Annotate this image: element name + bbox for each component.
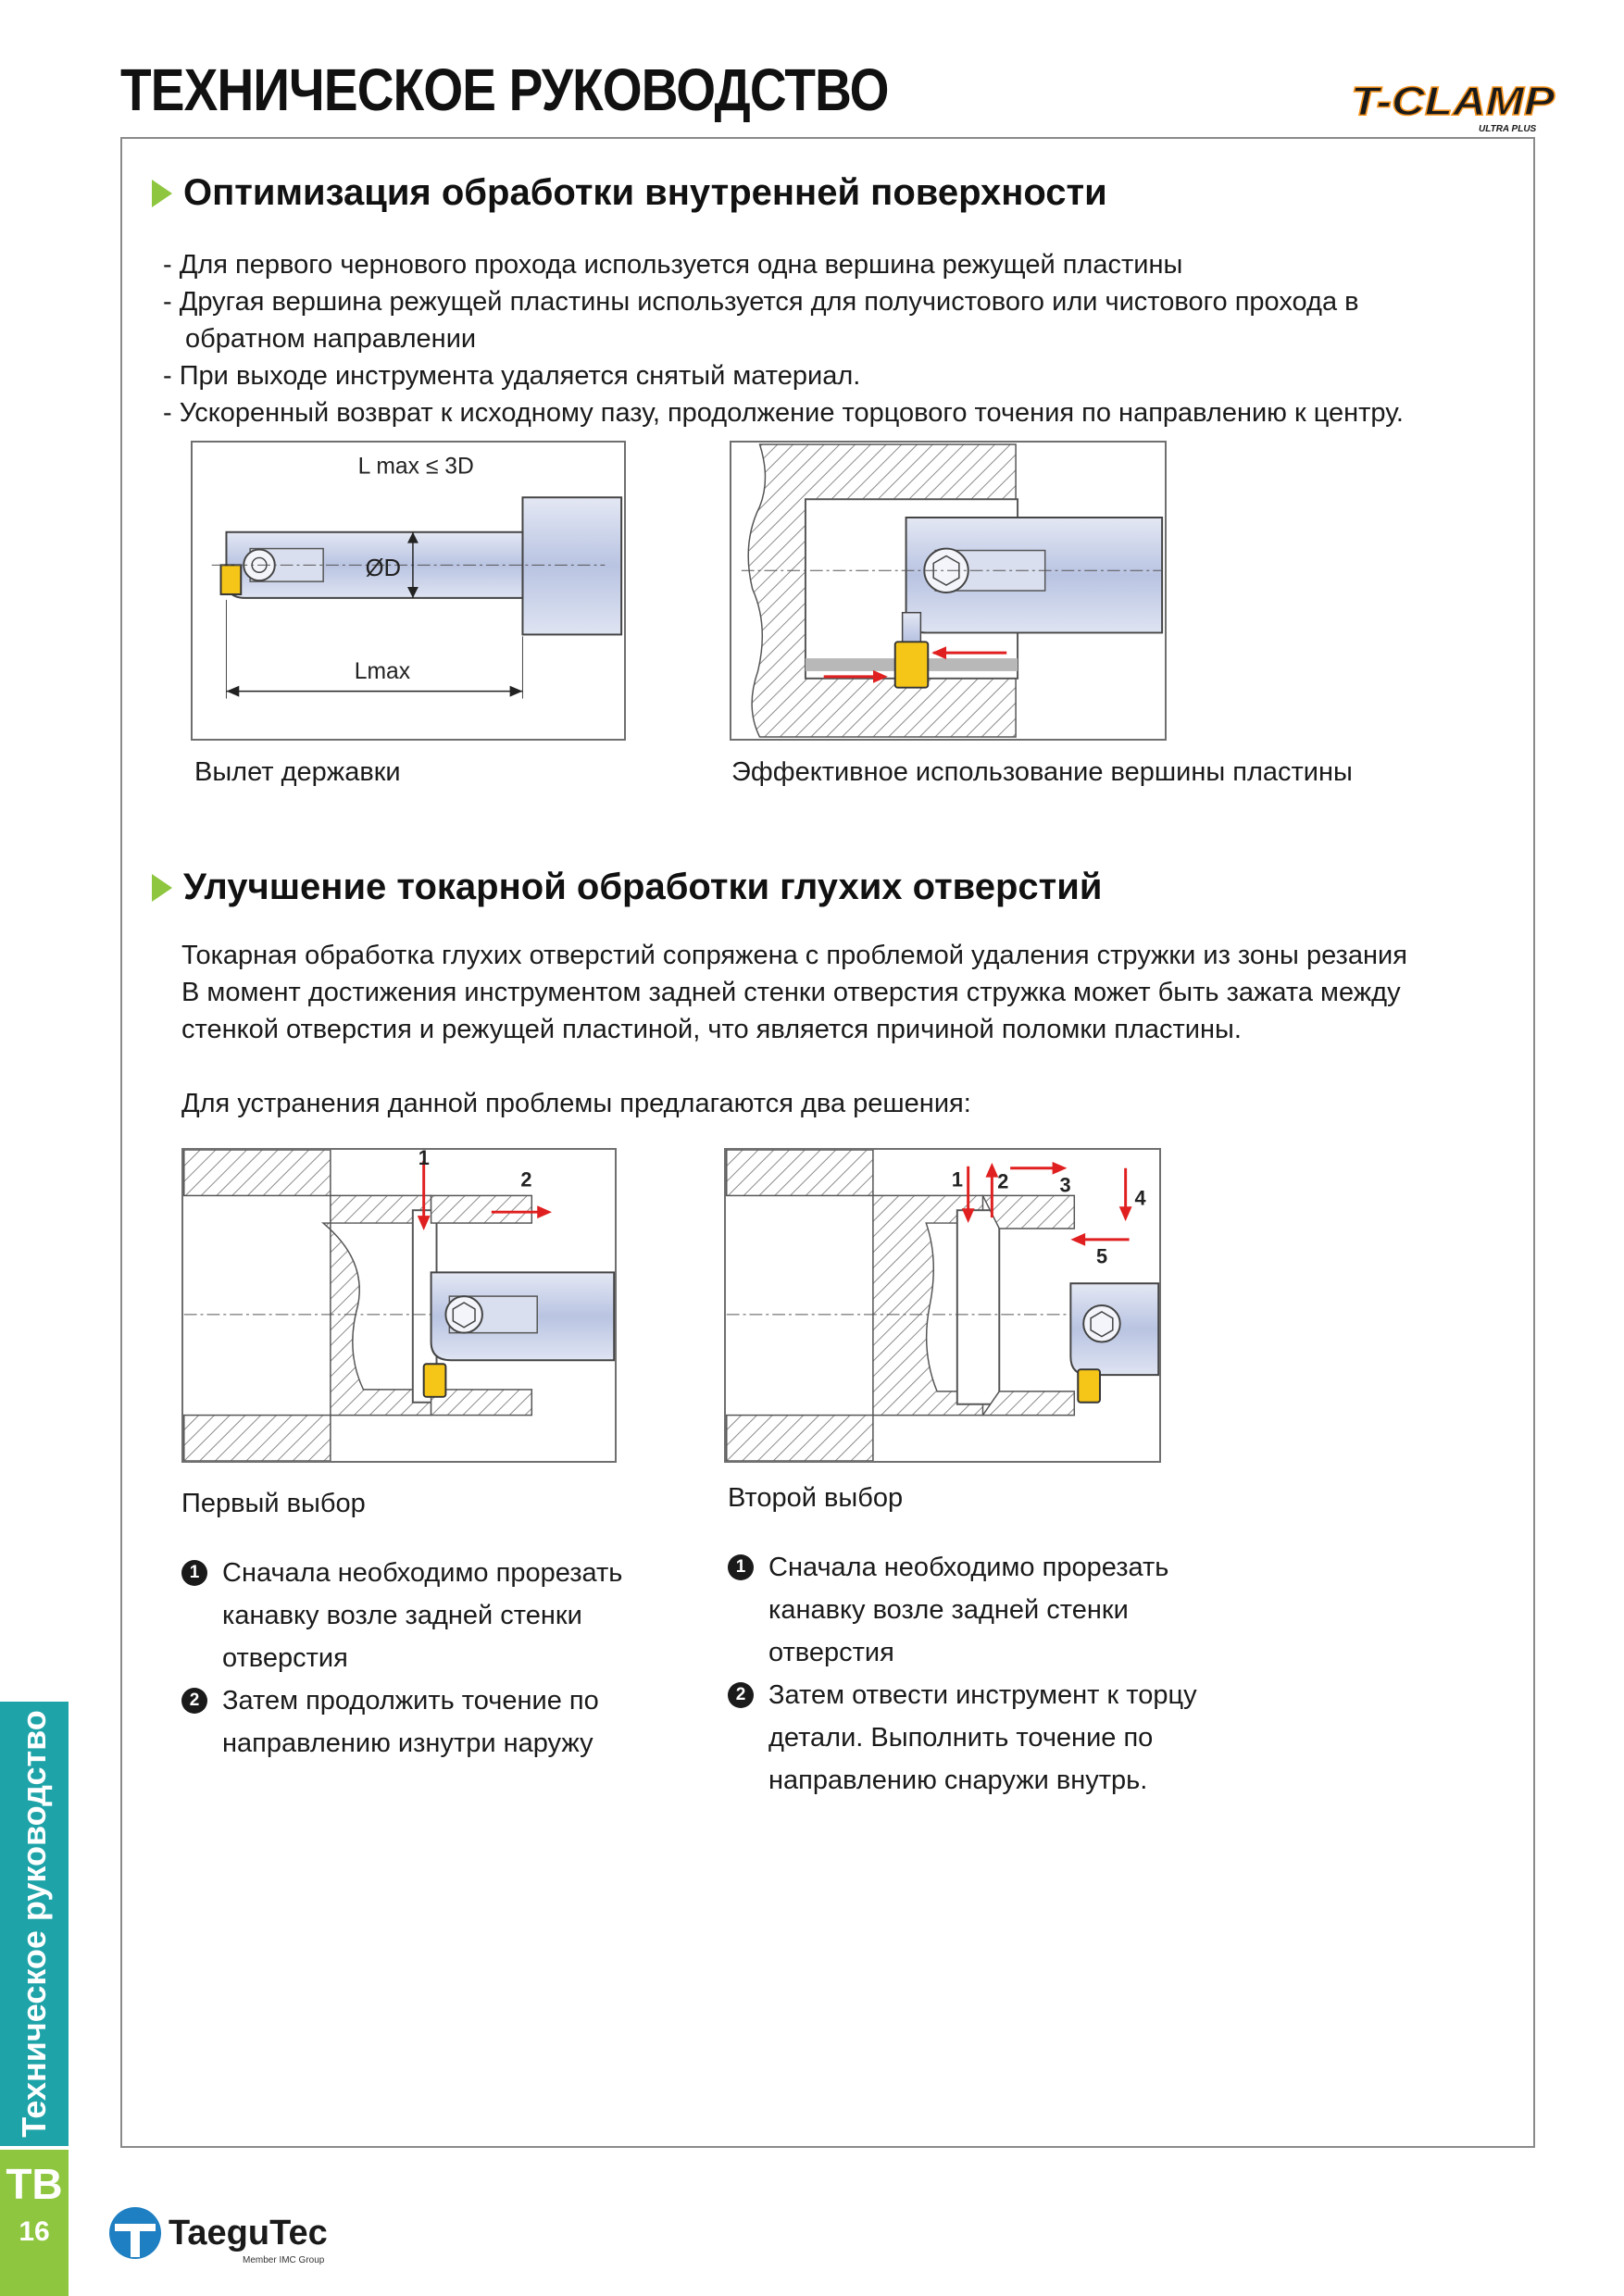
step-line: Сначала необходимо прорезать (768, 1553, 1169, 1582)
solutions-intro: Для устранения данной проблемы предлагаются два решения: (181, 1089, 971, 1118)
t-clamp-logo (1347, 76, 1560, 141)
step-line: канавку возле задней стенки (768, 1595, 1129, 1625)
first-choice-figure (181, 1148, 617, 1463)
second-choice-figure (724, 1148, 1161, 1463)
step-line: отверстия (768, 1638, 894, 1667)
step-number-badge: 1 (181, 1560, 207, 1586)
step-label-1: 1 (418, 1150, 430, 1169)
step-label-4: 4 (1134, 1186, 1146, 1210)
sidebar-tab-label: Техническое руководство (15, 1710, 53, 2138)
paragraph-line: В момент достижения инструментом задней стенки отверстия стружка может быть зажата между (181, 978, 1401, 1007)
bullet-item: - Для первого чернового прохода используется одна вершина режущей пластины (163, 250, 1183, 280)
step-number-badge: 2 (728, 1682, 754, 1708)
fig1-caption: Вылет державки (194, 757, 401, 787)
step-line: Затем отвести инструмент к торцу (768, 1680, 1197, 1710)
step-number-badge: 2 (181, 1688, 207, 1714)
step-item (181, 1679, 700, 1765)
bore-wall-right (431, 1195, 532, 1223)
step-line: детали. Выполнить точение по (768, 1723, 1154, 1753)
section1-bullet-list (163, 246, 1404, 431)
wall-bottom (184, 1416, 331, 1461)
holder-overhang-figure (191, 441, 626, 741)
step-label-1: 1 (951, 1167, 963, 1192)
insert-edge-figure (730, 441, 1167, 741)
insert (221, 565, 242, 594)
logo-member-text: Member IMC Group (243, 2255, 325, 2265)
arrow-right (537, 1205, 552, 1218)
label-diameter: ØD (365, 555, 402, 582)
wall-bottom (727, 1416, 873, 1461)
sidebar-tab-label-wrap (0, 1702, 69, 2146)
step-label-2: 2 (520, 1167, 532, 1192)
page-title: ТЕХНИЧЕСКОЕ РУКОВОДСТВО (120, 56, 889, 123)
paragraph-line: стенкой отверстия и режущей пластиной, что является причиной поломки пластины. (181, 1015, 1242, 1044)
step-item (728, 1674, 1246, 1802)
fig2-caption: Эффективное использование вершины пластины (731, 757, 1353, 787)
label-lmax-3d: L max ≤ 3D (357, 454, 474, 480)
groove (957, 1210, 999, 1404)
holder-shank (522, 497, 621, 634)
section-arrow-icon (152, 874, 172, 902)
step-item (728, 1546, 1246, 1674)
logo-wordmark: TaeguTec (169, 2214, 328, 2252)
insert (895, 642, 929, 687)
first-choice-steps (181, 1552, 700, 1765)
arrow-down-4 (1119, 1206, 1132, 1221)
wall-top (184, 1150, 331, 1195)
step-line: направлению изнутри наружу (222, 1728, 593, 1758)
insert (1078, 1369, 1100, 1403)
wall-top (727, 1150, 873, 1195)
arrow-up-2 (985, 1163, 998, 1178)
section2-paragraph (181, 937, 1407, 1048)
bore-wall-right-bottom (982, 1391, 1074, 1416)
insert (424, 1364, 446, 1397)
step-label-5: 5 (1096, 1244, 1108, 1268)
content-frame (120, 137, 1535, 2148)
step-number-badge: 1 (728, 1554, 754, 1580)
section2-heading (152, 867, 1102, 908)
taegutec-logo (104, 2202, 354, 2274)
bullet-item: - При выходе инструмента удаляется снятый материал. (163, 361, 861, 391)
bullet-item: - Другая вершина режущей пластины используется для получистового или чистового прохода в (163, 287, 1359, 317)
section-code-box (0, 2150, 69, 2296)
page-number: 16 (19, 2216, 50, 2247)
bullet-item-continuation: обратном направлении (185, 324, 477, 354)
section1-heading (152, 172, 1107, 214)
step-label-2: 2 (997, 1169, 1009, 1193)
label-lmax: Lmax (354, 658, 411, 684)
section1-title: Оптимизация обработки внутренней поверхности (183, 172, 1107, 213)
step-line: отверстия (222, 1643, 348, 1673)
bore-wall-right (982, 1195, 1074, 1229)
step-line: направлению снаружи внутрь. (768, 1766, 1148, 1795)
section2-title: Улучшение токарной обработки глухих отверстий (183, 867, 1103, 907)
paragraph-line: Токарная обработка глухих отверстий сопряжена с проблемой удаления стружки из зоны резания (181, 941, 1407, 970)
step-label-3: 3 (1059, 1173, 1071, 1197)
second-choice-caption: Второй выбор (728, 1483, 904, 1513)
step-line: канавку возле задней стенки (222, 1601, 582, 1630)
bullet-item: - Ускоренный возврат к исходному пазу, продолжение торцового точения по направлению к центру. (163, 398, 1404, 428)
step-line: Сначала необходимо прорезать (222, 1558, 623, 1588)
section-arrow-icon (152, 180, 172, 207)
second-choice-steps (728, 1546, 1246, 1802)
first-choice-caption: Первый выбор (181, 1489, 366, 1518)
logo-main-text: T-CLAMP (1351, 79, 1555, 124)
logo-sub-text: ULTRA PLUS (1479, 124, 1537, 134)
section-code: TB (6, 2160, 63, 2208)
step-item (181, 1552, 700, 1679)
arrow-left-5 (1070, 1233, 1085, 1246)
step-line: Затем продолжить точение по (222, 1686, 599, 1716)
